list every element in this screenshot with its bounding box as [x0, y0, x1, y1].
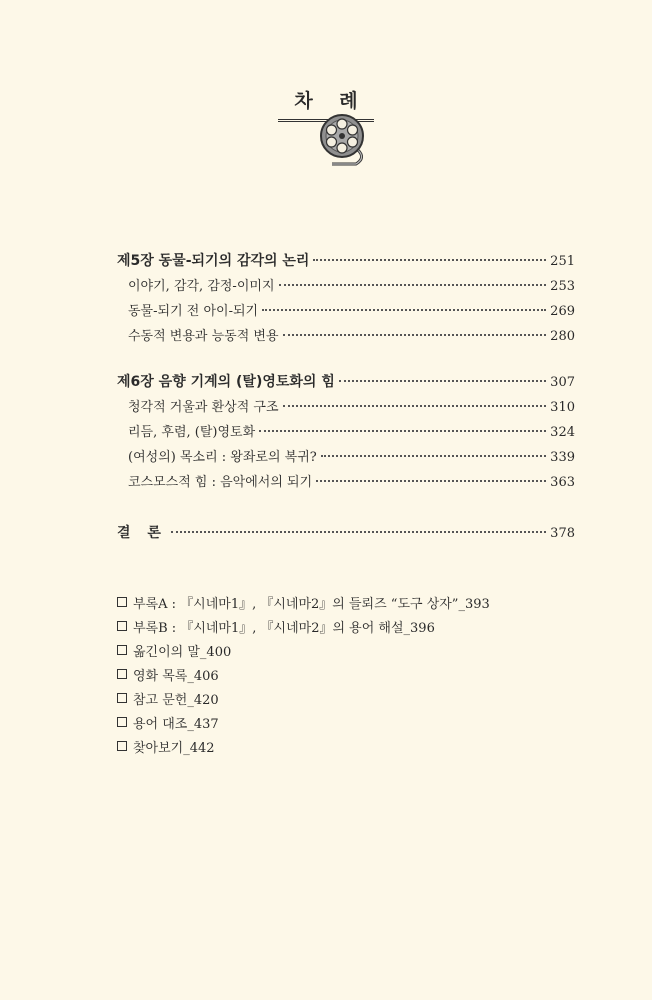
- toc-entry-section[interactable]: [117, 325, 575, 350]
- page-number: 378: [550, 526, 575, 541]
- film-reel-icon: [318, 112, 368, 166]
- page-number: 339: [550, 450, 575, 465]
- page-number: 253: [550, 279, 575, 294]
- leader-dots: [283, 333, 547, 336]
- appendix-label: 부록B : 『시네마1』, 『시네마2』의 용어 해설_396: [133, 620, 435, 636]
- leader-dots: [171, 530, 546, 533]
- leader-dots: [259, 429, 546, 432]
- section-title: (여성의) 목소리 : 왕좌로의 복귀?: [128, 450, 317, 465]
- page-number: 363: [550, 475, 575, 490]
- toc-entry-section[interactable]: [117, 446, 575, 471]
- page-number: 280: [550, 329, 575, 344]
- leader-dots: [339, 379, 546, 382]
- page-number: 307: [550, 375, 575, 390]
- page-title: 차 례: [278, 86, 373, 122]
- square-bullet-icon: [117, 693, 127, 703]
- toc-entry-section[interactable]: [117, 275, 575, 300]
- toc-entry-section[interactable]: [117, 471, 575, 496]
- chapter-title: 제6장 음향 기계의 (탈)영토화의 힘: [117, 374, 335, 390]
- leader-dots: [316, 479, 546, 482]
- toc-entry-section[interactable]: [117, 396, 575, 421]
- square-bullet-icon: [117, 717, 127, 727]
- square-bullet-icon: [117, 645, 127, 655]
- section-title: 이야기, 감각, 감정-이미지: [128, 279, 275, 294]
- leader-dots: [283, 404, 547, 407]
- page-number: 269: [550, 304, 575, 319]
- leader-dots: [321, 454, 546, 457]
- section-title: 청각적 거울과 환상적 구조: [128, 400, 279, 415]
- square-bullet-icon: [117, 741, 127, 751]
- square-bullet-icon: [117, 669, 127, 679]
- toc-entry-chapter-5[interactable]: [117, 250, 575, 275]
- list-item[interactable]: [117, 686, 490, 710]
- leader-dots: [262, 308, 546, 311]
- toc-entry-conclusion[interactable]: [117, 522, 575, 547]
- appendix-label: 부록A : 『시네마1』, 『시네마2』의 들뢰즈 “도구 상자”_393: [133, 596, 490, 612]
- appendix-label: 용어 대조_437: [133, 716, 219, 732]
- list-item[interactable]: [117, 734, 490, 758]
- appendix-label: 참고 문헌_420: [133, 692, 219, 708]
- chapter-title: 제5장 동물-되기의 감각의 논리: [117, 253, 310, 269]
- toc-entry-chapter-6[interactable]: [117, 371, 575, 396]
- appendix-label: 옮긴이의 말_400: [133, 644, 232, 660]
- table-of-contents: [117, 250, 575, 547]
- toc-entry-section[interactable]: [117, 300, 575, 325]
- page-number: 251: [550, 254, 575, 269]
- page-number: 310: [550, 400, 575, 415]
- square-bullet-icon: [117, 621, 127, 631]
- section-title: 수동적 변용과 능동적 변용: [128, 329, 279, 344]
- leader-dots: [313, 258, 546, 261]
- list-item[interactable]: [117, 638, 490, 662]
- list-item[interactable]: [117, 590, 490, 614]
- square-bullet-icon: [117, 597, 127, 607]
- chapter-title: 결 론: [117, 525, 167, 541]
- appendix-list: [117, 590, 490, 758]
- list-item[interactable]: [117, 710, 490, 734]
- leader-dots: [279, 283, 547, 286]
- appendix-label: 찾아보기_442: [133, 740, 215, 756]
- section-title: 리듬, 후렴, (탈)영토화: [128, 425, 256, 440]
- toc-entry-section[interactable]: [117, 421, 575, 446]
- appendix-label: 영화 목록_406: [133, 668, 219, 684]
- page-number: 324: [550, 425, 575, 440]
- section-title: 코스모스적 힘 : 음악에서의 되기: [128, 475, 313, 490]
- list-item[interactable]: [117, 662, 490, 686]
- section-title: 동물-되기 전 아이-되기: [128, 304, 259, 319]
- list-item[interactable]: [117, 614, 490, 638]
